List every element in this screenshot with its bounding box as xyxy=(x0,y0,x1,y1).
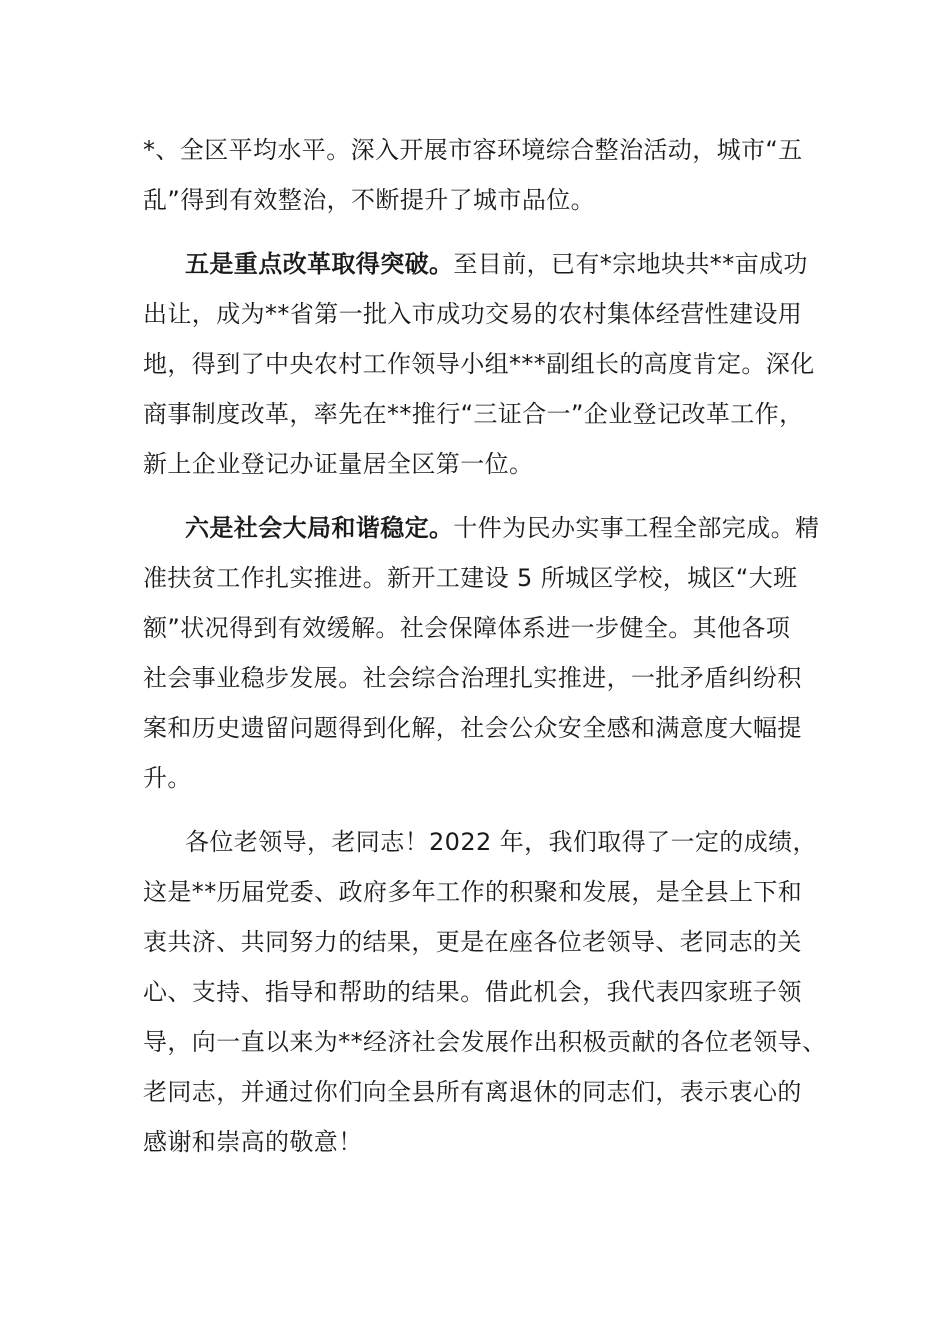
text-line: 额”状况得到有效缓解。社会保障体系进一步健全。其他各项 xyxy=(143,614,791,642)
paragraph-heading: 五是重点改革取得突破。 xyxy=(185,250,454,278)
paragraph-key-reform xyxy=(143,239,815,489)
text-line: 乱”得到有效整治，不断提升了城市品位。 xyxy=(143,186,596,214)
paragraph-heading: 六是社会大局和谐稳定。 xyxy=(185,514,454,542)
text-line: *、全区平均水平。深入开展市容环境综合整治活动，城市“五 xyxy=(143,136,803,164)
text-run: 至目前，已有*宗地块共**亩成功 xyxy=(453,250,808,278)
text-line: 这是**历届党委、政府多年工作的积聚和发展，是全县上下和 xyxy=(143,878,803,906)
text-line: 升。 xyxy=(143,764,192,792)
paragraph-city-environment xyxy=(143,125,811,225)
text-line: 地，得到了中央农村工作领导小组***副组长的高度肯定。深化 xyxy=(143,350,815,378)
paragraph-social-stability xyxy=(143,503,820,803)
text-line: 准扶贫工作扎实推进。新开工建设 5 所城区学校，城区“大班 xyxy=(143,564,798,592)
text-line: 导，向一直以来为**经济社会发展作出积极贡献的各位老领导、 xyxy=(143,1028,827,1056)
text-line: 商事制度改革，率先在**推行“三证合一”企业登记改革工作， xyxy=(143,400,804,428)
text-line: 案和历史遗留问题得到化解，社会公众安全感和满意度大幅提 xyxy=(143,714,802,742)
document-page xyxy=(143,125,827,1167)
text-line: 新上企业登记办证量居全区第一位。 xyxy=(143,450,534,478)
text-line: 感谢和崇高的敬意！ xyxy=(143,1128,363,1156)
text-run: 十件为民办实事工程全部完成。精 xyxy=(453,514,820,542)
text-line xyxy=(143,239,811,289)
text-line: 老同志，并通过你们向全县所有离退休的同志们，表示衷心的 xyxy=(143,1078,802,1106)
text-line: 衷共济、共同努力的结果，更是在座各位老领导、老同志的关 xyxy=(143,928,802,956)
text-line: 社会事业稳步发展。社会综合治理扎实推进，一批矛盾纠纷积 xyxy=(143,664,802,692)
text-line: 心、支持、指导和帮助的结果。借此机会，我代表四家班子领 xyxy=(143,978,802,1006)
text-line xyxy=(143,503,820,553)
paragraph-thanks xyxy=(143,817,827,1167)
text-line: 各位老领导，老同志！2022 年，我们取得了一定的成绩， xyxy=(185,828,817,856)
text-line: 出让，成为**省第一批入市成功交易的农村集体经营性建设用 xyxy=(143,300,803,328)
